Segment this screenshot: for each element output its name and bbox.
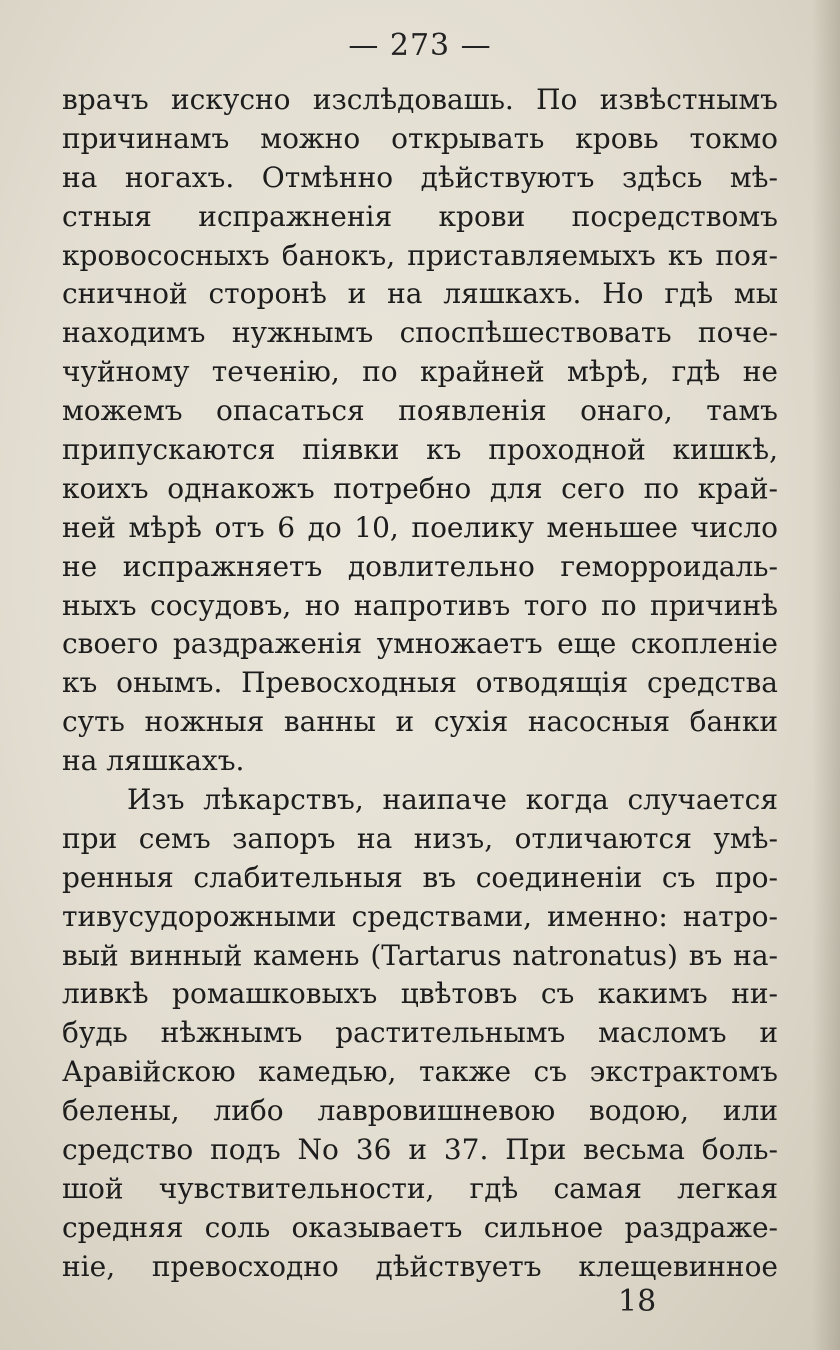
text-line: при семъ запоръ на низъ, отличаются умѣ- bbox=[62, 821, 778, 855]
text-line: сничной сторонѣ и на ляшкахъ. Но гдѣ мы bbox=[62, 277, 778, 311]
text-line: причинамъ можно открывать кровь токмо bbox=[62, 121, 778, 155]
text-line: на ляшкахъ. bbox=[62, 744, 245, 778]
text-line: вый винный камень (Tartarus natronatus) въ на- bbox=[62, 938, 778, 972]
text-line: Изъ лѣкарствъ, наипаче когда случается bbox=[127, 783, 778, 817]
text-line: коихъ однакожъ потребно для сего по край- bbox=[62, 471, 778, 505]
text-line: находимъ нужнымъ споспѣшествовать поче- bbox=[62, 316, 778, 350]
text-line: средняя соль оказываетъ сильное раздраже- bbox=[62, 1210, 778, 1244]
text-line: не испражняетъ довлительно геморроидаль- bbox=[62, 549, 778, 583]
text-line: суть ножныя ванны и сухія насосныя банки bbox=[62, 705, 778, 739]
text-line: кровососныхъ банокъ, приставляемыхъ къ поя- bbox=[62, 238, 778, 272]
text-line: ныхъ сосудовъ, но напротивъ того по причинѣ bbox=[62, 588, 778, 622]
text-line: ней мѣрѣ отъ 6 до 10, поелику меньшее число bbox=[62, 510, 778, 544]
text-line: Аравійскою камедью, также съ экстрактомъ bbox=[62, 1055, 778, 1089]
text-line: ливкѣ ромашковыхъ цвѣтовъ съ какимъ ни- bbox=[62, 977, 778, 1011]
text-line: припускаются піявки къ проходной кишкѣ, bbox=[62, 433, 778, 467]
text-line: стныя испражненія крови посредствомъ bbox=[62, 199, 778, 233]
text-line: ніе, превосходно дѣйствуетъ клещевинное bbox=[62, 1249, 778, 1283]
text-line: чуйному теченію, по крайней мѣрѣ, гдѣ не bbox=[62, 355, 778, 389]
text-line: на ногахъ. Отмѣнно дѣйствуютъ здѣсь мѣ- bbox=[62, 160, 778, 194]
text-line: белены, либо лавровишневою водою, или bbox=[62, 1094, 778, 1128]
body-text bbox=[62, 81, 778, 1287]
text-line: ренныя слабительныя въ соединеніи съ про- bbox=[62, 860, 778, 894]
text-line: можемъ опасаться появленія онаго, тамъ bbox=[62, 394, 778, 428]
text-line: своего раздраженія умножаетъ еще скопленіе bbox=[62, 627, 778, 661]
text-line: шой чувствительности, гдѣ самая легкая bbox=[62, 1171, 778, 1205]
text-line: тивусудорожными средствами, именно: натро- bbox=[62, 899, 778, 933]
text-line: врачъ искусно изслѣдовашь. По извѣстнымъ bbox=[62, 83, 778, 116]
signature-mark: 18 bbox=[618, 1284, 657, 1319]
page-number: — 273 — bbox=[348, 28, 492, 63]
text-line: будь нѣжнымъ растительнымъ масломъ и bbox=[62, 1016, 778, 1050]
text-line: къ онымъ. Превосходныя отводящія средства bbox=[62, 666, 778, 700]
text-line: средство подъ No 36 и 37. При весьма боль- bbox=[62, 1133, 778, 1167]
